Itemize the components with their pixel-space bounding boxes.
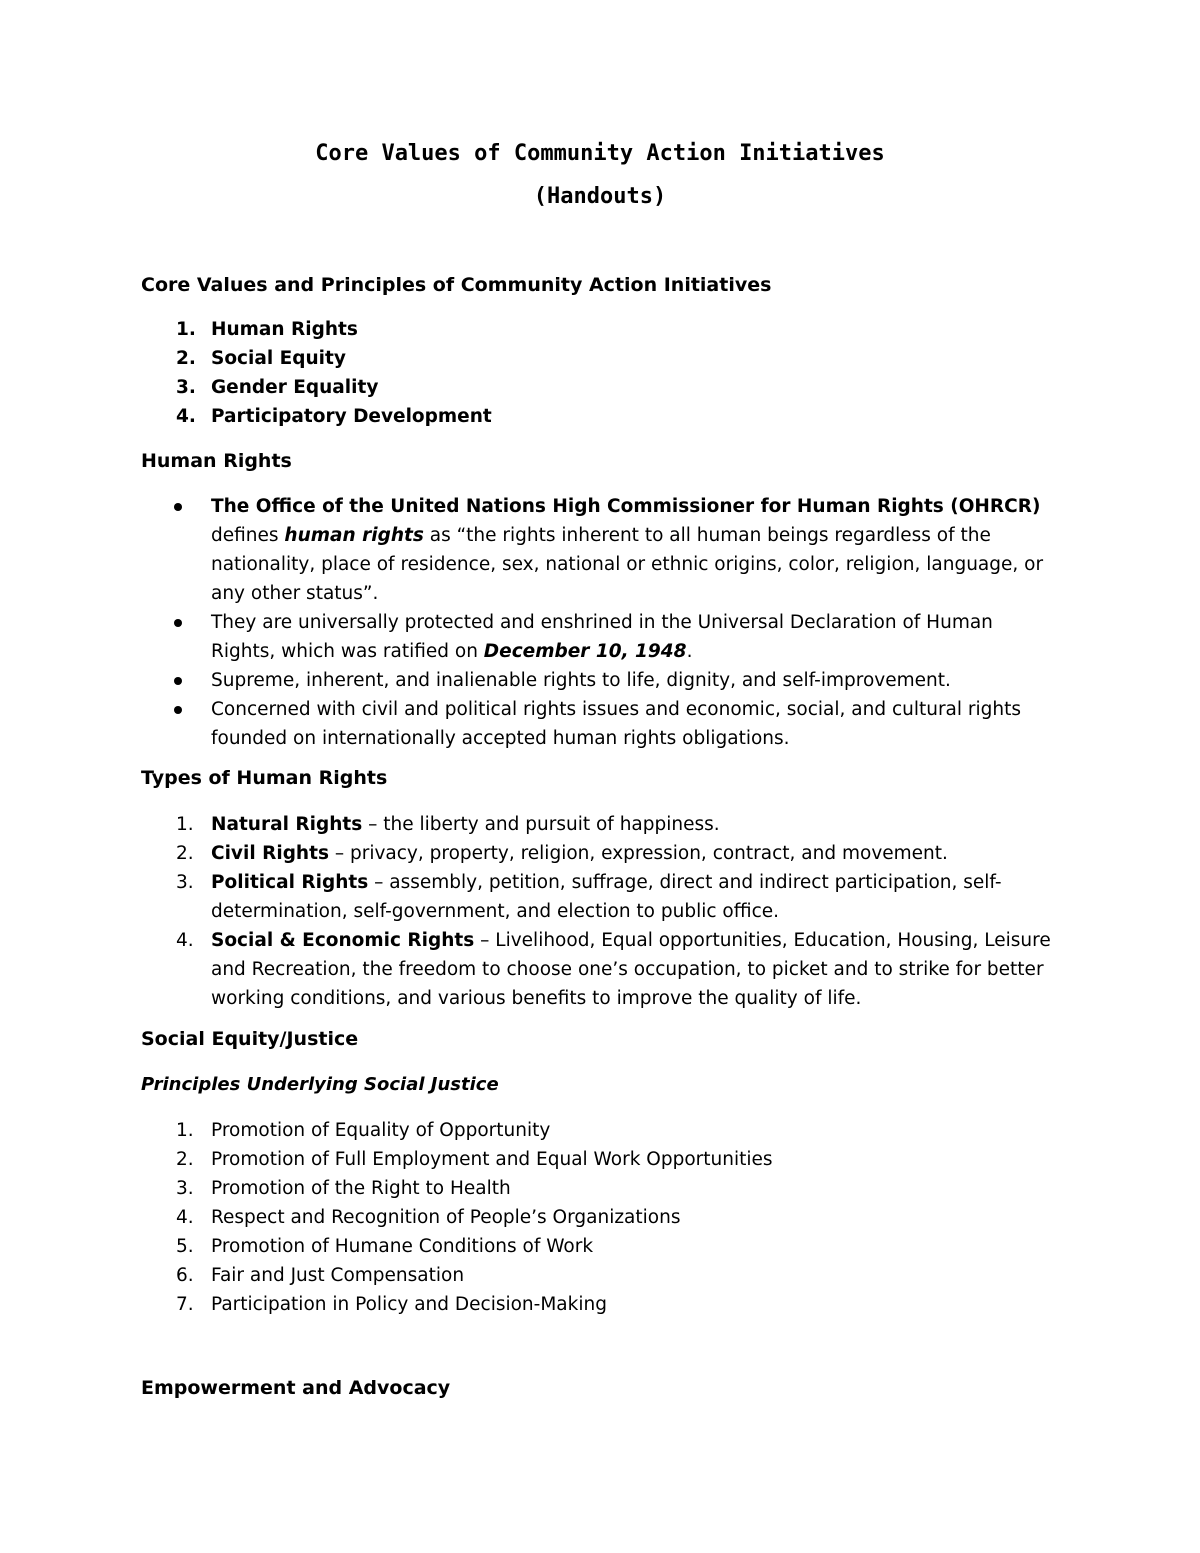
list-item: [0, 868, 1200, 926]
list-number: 4.: [176, 930, 194, 951]
list-item-text: Promotion of Equality of Opportunity: [211, 1120, 551, 1141]
list-number: 1.: [176, 814, 194, 835]
list-item-desc: – Livelihood, Equal opportunities, Education, Housing, Leisure and Recreation, the freedom to choose one’s occupation, to picket and to strike for better working conditions, and various benefits to improve the quality of life.: [211, 930, 1051, 1009]
list-item: [0, 1261, 1200, 1290]
core-values-list: [0, 315, 1200, 431]
bullet-item: [0, 492, 1200, 608]
list-item: [0, 1290, 1200, 1319]
list-item: [0, 1203, 1200, 1232]
list-item-text: Participation in Policy and Decision-Making: [211, 1294, 607, 1315]
human-rights-heading: Human Rights: [141, 450, 292, 472]
list-number: 3.: [176, 872, 194, 893]
list-item-text: Social Equity: [211, 348, 346, 369]
list-item: [0, 1232, 1200, 1261]
list-item-desc: – the liberty and pursuit of happiness.: [362, 814, 720, 835]
list-item-text: Promotion of Humane Conditions of Work: [211, 1236, 594, 1257]
bullet-item: [0, 666, 1200, 695]
bullet-emphasis: human rights: [284, 525, 424, 546]
list-item: [0, 1174, 1200, 1203]
list-number: 7.: [176, 1294, 194, 1315]
list-item-term: Natural Rights: [211, 814, 363, 835]
list-number: 6.: [176, 1265, 194, 1286]
list-number: 1.: [176, 319, 196, 340]
bullet-emphasis: December 10, 1948: [483, 641, 687, 662]
empowerment-heading: Empowerment and Advocacy: [141, 1377, 451, 1399]
list-number: 1.: [176, 1120, 194, 1141]
list-item: [0, 1116, 1200, 1145]
list-item-term: Political Rights: [211, 872, 369, 893]
bullet-item: [0, 695, 1200, 753]
bullet-icon: [174, 503, 182, 511]
social-justice-subheading: Principles Underlying Social Justice: [141, 1074, 499, 1095]
list-item-desc: – assembly, petition, suffrage, direct and indirect participation, self-determination, self-government, and election to public office.: [211, 872, 1002, 922]
bullet-text: Supreme, inherent, and inalienable rights to life, dignity, and self-improvement.: [211, 670, 951, 691]
bullet-text: Concerned with civil and political rights issues and economic, social, and cultural rights founded on internationally accepted human rights obligations.: [211, 699, 1022, 749]
list-number: 2.: [176, 1149, 194, 1170]
bullet-text: .: [686, 641, 693, 662]
list-item-term: Civil Rights: [211, 843, 329, 864]
list-item-text: Promotion of Full Employment and Equal Work Opportunities: [211, 1149, 773, 1170]
list-number: 4.: [176, 1207, 194, 1228]
list-item-text: Gender Equality: [211, 377, 379, 398]
list-item-text: Fair and Just Compensation: [211, 1265, 465, 1286]
list-number: 3.: [176, 377, 196, 398]
list-item: [0, 315, 1200, 344]
list-number: 2.: [176, 348, 196, 369]
social-justice-list: [0, 1116, 1200, 1319]
document-title: Core Values of Community Action Initiatives: [315, 141, 885, 166]
types-heading: Types of Human Rights: [141, 767, 388, 789]
bullet-item: [0, 608, 1200, 666]
bullet-text: as “the rights inherent to all human beings regardless of the nationality, place of residence, sex, national or ethnic origins, color, religion, language, or any other status”.: [211, 525, 1044, 604]
document-subtitle: (Handouts): [533, 184, 667, 209]
list-number: 5.: [176, 1236, 194, 1257]
list-item: [0, 839, 1200, 868]
list-item: [0, 344, 1200, 373]
list-item: [0, 402, 1200, 431]
core-values-heading: Core Values and Principles of Community Action Initiatives: [141, 274, 772, 296]
list-item: [0, 810, 1200, 839]
list-item-text: Promotion of the Right to Health: [211, 1178, 511, 1199]
list-item: [0, 373, 1200, 402]
list-item-desc: – privacy, property, religion, expression, contract, and movement.: [328, 843, 948, 864]
bullet-icon: [174, 706, 182, 714]
list-item-text: Human Rights: [211, 319, 358, 340]
bullet-icon: [174, 677, 182, 685]
social-equity-heading: Social Equity/Justice: [141, 1028, 359, 1050]
list-number: 3.: [176, 1178, 194, 1199]
human-rights-bullets: [0, 492, 1200, 753]
bullet-text: They are universally protected and enshrined in the Universal Declaration of Human Rights, which was ratified on: [211, 612, 993, 662]
list-item-text: Respect and Recognition of People’s Organizations: [211, 1207, 681, 1228]
list-item: [0, 926, 1200, 1013]
list-item-text: Participatory Development: [211, 406, 492, 427]
list-number: 4.: [176, 406, 196, 427]
bullet-bold-text: The Office of the United Nations High Commissioner for Human Rights (OHRCR): [211, 496, 1041, 517]
types-list: [0, 810, 1200, 1013]
list-item-term: Social & Economic Rights: [211, 930, 475, 951]
bullet-text: defines: [211, 525, 285, 546]
bullet-icon: [174, 619, 182, 627]
list-number: 2.: [176, 843, 194, 864]
list-item: [0, 1145, 1200, 1174]
